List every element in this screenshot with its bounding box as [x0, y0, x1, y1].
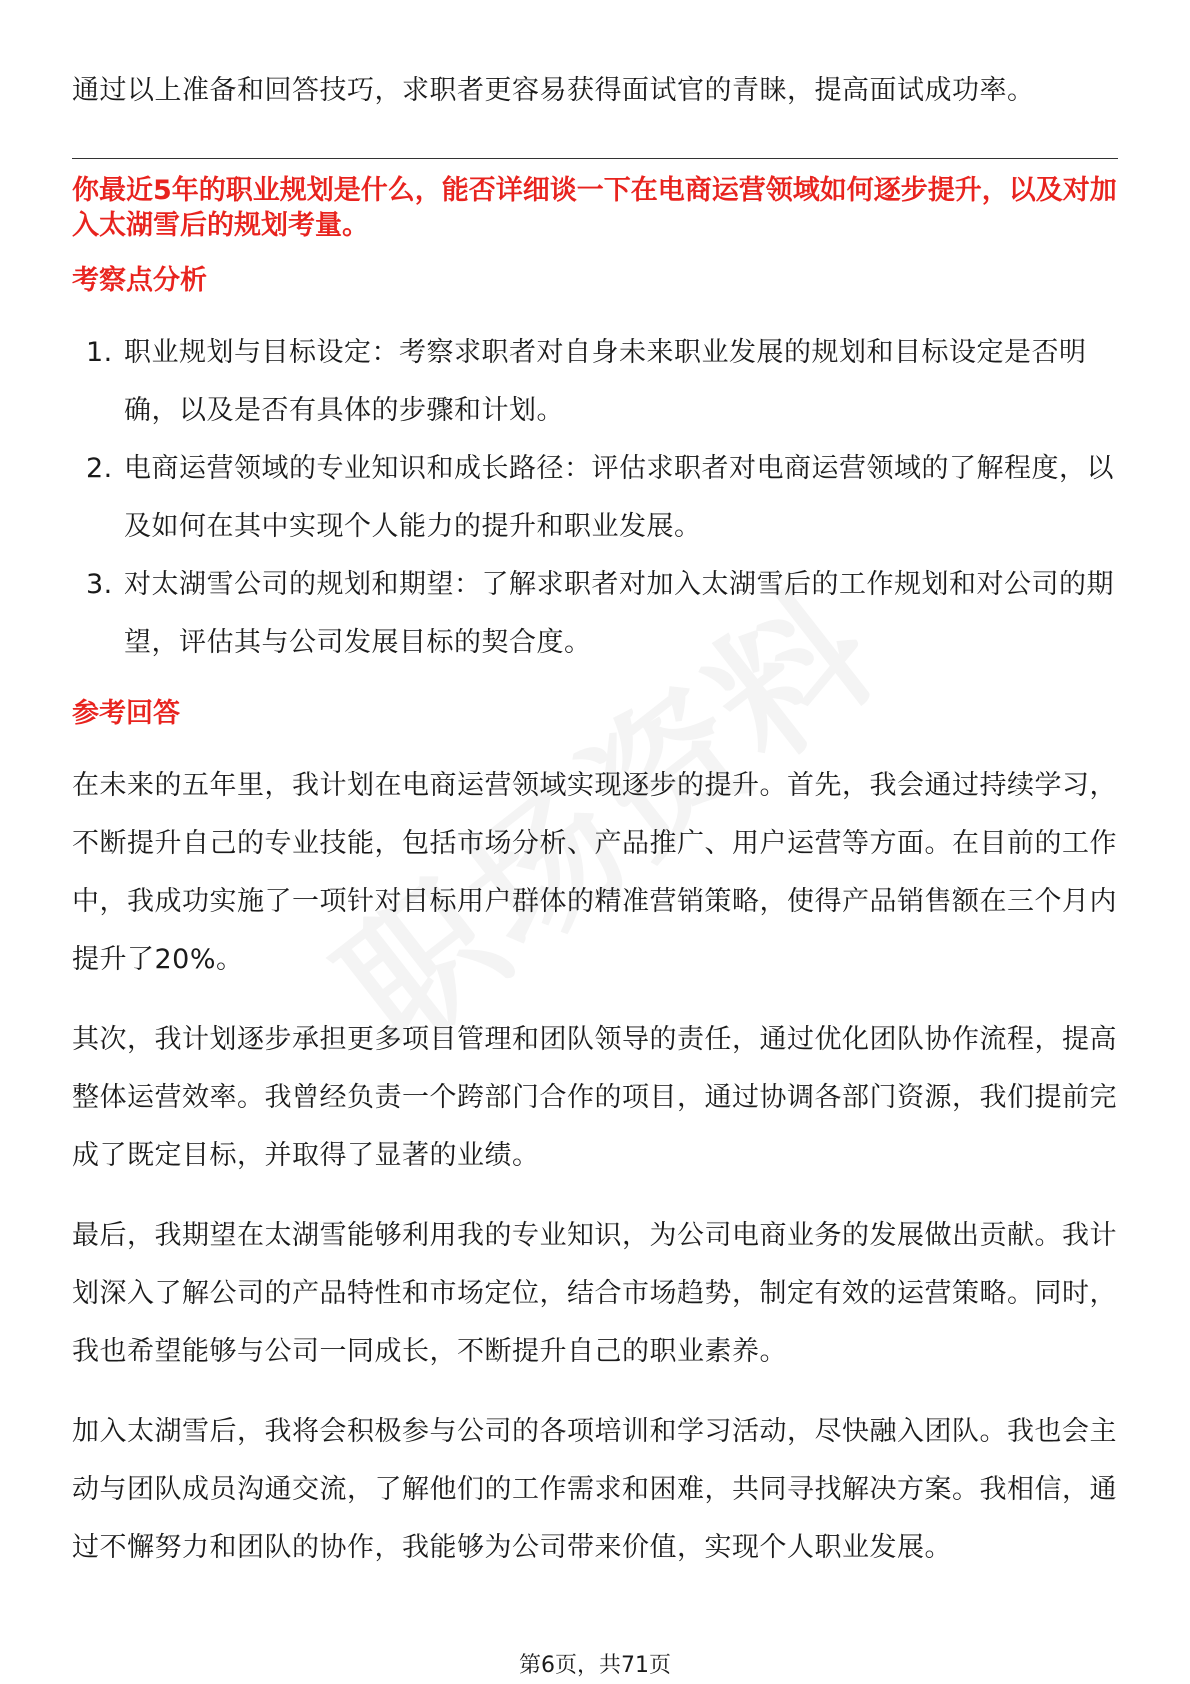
section-divider — [72, 158, 1118, 159]
answer-paragraph: 其次，我计划逐步承担更多项目管理和团队领导的责任，通过优化团队协作流程，提高整体运营效率。我曾经负责一个跨部门合作的项目，通过协调各部门资源，我们提前完成了既定目标，并取得了显著的业绩。 — [72, 1024, 1117, 1171]
page-footer: 第6页，共71页 — [519, 1653, 671, 1678]
list-number: 3. — [86, 569, 113, 600]
analysis-list — [72, 324, 1118, 672]
list-text: 电商运营领域的专业知识和成长路径：评估求职者对电商运营领域的了解程度，以及如何在其中实现个人能力的提升和职业发展。 — [124, 453, 1114, 542]
question-heading: 你最近5年的职业规划是什么，能否详细谈一下在电商运营领域如何逐步提升，以及对加入太湖雪后的规划考量。 — [72, 175, 1117, 241]
analysis-item — [72, 440, 1118, 556]
list-number: 2. — [86, 453, 113, 484]
intro-paragraph: 通过以上准备和回答技巧，求职者更容易获得面试官的青睐，提高面试成功率。 — [72, 75, 1035, 106]
list-text: 职业规划与目标设定：考察求职者对自身未来职业发展的规划和目标设定是否明确，以及是否有具体的步骤和计划。 — [124, 337, 1087, 426]
list-text: 对太湖雪公司的规划和期望：了解求职者对加入太湖雪后的工作规划和对公司的期望，评估其与公司发展目标的契合度。 — [124, 569, 1114, 658]
analysis-item — [72, 556, 1118, 672]
list-number: 1. — [86, 337, 113, 368]
answer-paragraph: 最后，我期望在太湖雪能够利用我的专业知识，为公司电商业务的发展做出贡献。我计划深入了解公司的产品特性和市场定位，结合市场趋势，制定有效的运营策略。同时，我也希望能够与公司一同成长，不断提升自己的职业素养。 — [72, 1220, 1117, 1367]
page-content — [72, 62, 1118, 1599]
answer-title: 参考回答 — [72, 698, 180, 729]
analysis-title: 考察点分析 — [72, 265, 207, 296]
answer-paragraph: 在未来的五年里，我计划在电商运营领域实现逐步的提升。首先，我会通过持续学习，不断提升自己的专业技能，包括市场分析、产品推广、用户运营等方面。在目前的工作中，我成功实施了一项针对目标用户群体的精准营销策略，使得产品销售额在三个月内提升了20%。 — [72, 770, 1117, 975]
answer-paragraph: 加入太湖雪后，我将会积极参与公司的各项培训和学习活动，尽快融入团队。我也会主动与团队成员沟通交流，了解他们的工作需求和困难，共同寻找解决方案。我相信，通过不懈努力和团队的协作，我能够为公司带来价值，实现个人职业发展。 — [72, 1416, 1117, 1563]
analysis-item — [72, 324, 1118, 440]
